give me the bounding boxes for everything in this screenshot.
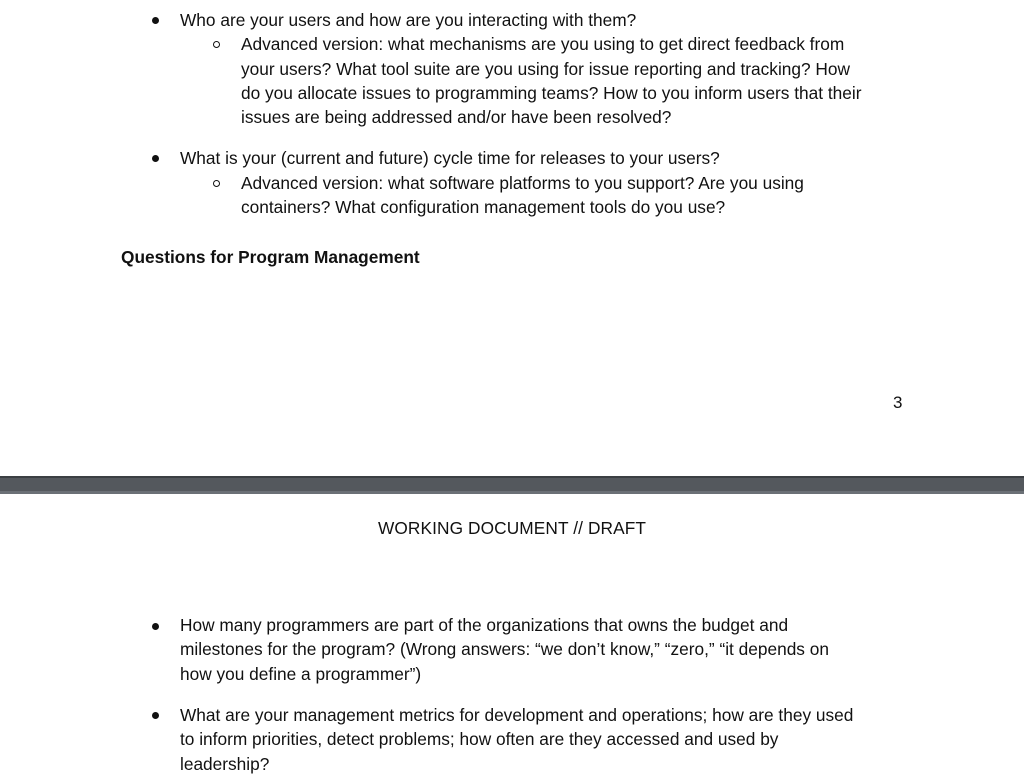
sub-bullet-line: your users? What tool suite are you using for issue reporting and tracking? How [241, 59, 850, 79]
bullet-line: How many programmers are part of the organizations that owns the budget and [180, 615, 789, 635]
sub-bullet-line: Advanced version: what software platforms to you support? Are you using [241, 173, 804, 193]
bullet-marker [152, 712, 159, 719]
sub-bullet-marker [213, 180, 220, 187]
bullet-line: Who are your users and how are you interacting with them? [180, 10, 637, 30]
sub-bullet-marker [213, 41, 220, 48]
bullet-line: leadership? [180, 754, 270, 774]
page-header-label: WORKING DOCUMENT // DRAFT [377, 518, 647, 538]
sub-bullet-line: containers? What configuration management tools do you use? [241, 197, 726, 217]
bullet-marker [152, 17, 159, 24]
bullet-line: milestones for the program? (Wrong answers: “we don’t know,” “zero,” “it depends on [180, 639, 829, 659]
page-number: 3 [893, 393, 903, 412]
bullet-line: What are your management metrics for development and operations; how are they used [180, 705, 854, 725]
sub-bullet-line: Advanced version: what mechanisms are you using to get direct feedback from [241, 34, 845, 54]
bullet-marker [152, 155, 159, 162]
bullet-line: to inform priorities, detect problems; how often are they accessed and used by [180, 729, 779, 749]
page-separator [0, 476, 1024, 494]
bullet-line: how you define a programmer”) [180, 664, 422, 684]
bullet-line: What is your (current and future) cycle time for releases to your users? [180, 148, 720, 168]
sub-bullet-line: do you allocate issues to programming teams? How to you inform users that their [241, 83, 862, 103]
bullet-marker [152, 623, 159, 630]
section-heading: Questions for Program Management [121, 247, 420, 267]
page-4 [0, 494, 1024, 783]
sub-bullet-line: issues are being addressed and/or have been resolved? [241, 107, 672, 127]
